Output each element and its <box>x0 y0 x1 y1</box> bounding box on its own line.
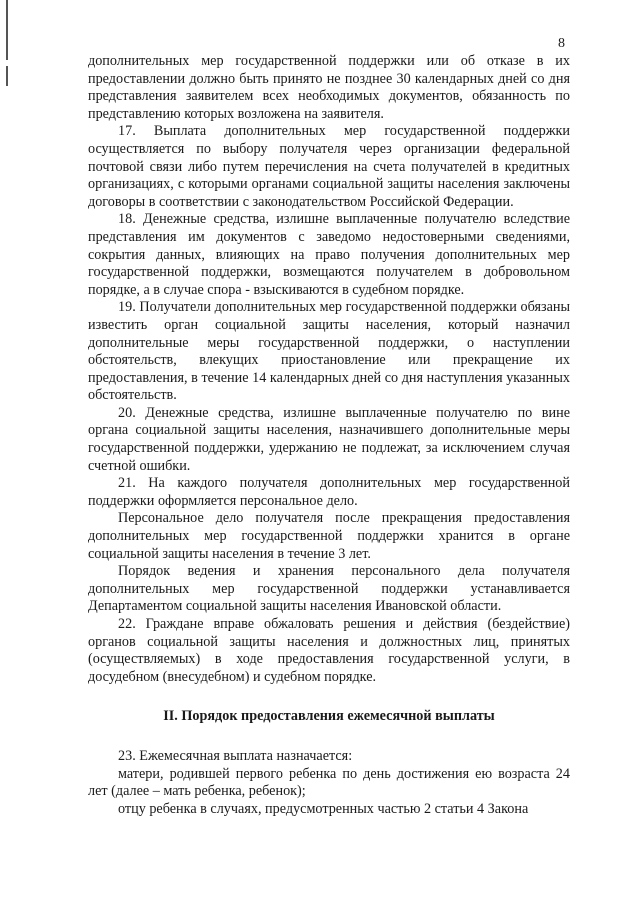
scan-edge-mark <box>6 0 8 60</box>
page-number: 8 <box>558 36 565 51</box>
scan-edge-mark <box>6 66 8 86</box>
paragraph-23-mother: матери, родившей первого ребенка по день достижения ею возраста 24 лет (далее – мать ребенка, ребенок); <box>88 765 570 800</box>
paragraph-19: 19. Получатели дополнительных мер государственной поддержки обязаны известить орган социальной защиты населения, который назначил дополнительные меры государственной поддержки, о наступлении обстоятельств, влекущих приостановление или прекращение их предоставления, в течение 14 календарных дней со дня наступления указанных обстоятельств. <box>88 299 570 404</box>
paragraph-21-personal-file: Персональное дело получателя после прекращения предоставления дополнительных мер государственной поддержки хранится в органе социальной защиты населения в течение 3 лет. <box>88 510 570 562</box>
paragraph-23-father: отцу ребенка в случаях, предусмотренных частью 2 статьи 4 Закона <box>118 800 529 817</box>
section-heading: II. Порядок предоставления ежемесячной выплаты <box>163 708 495 725</box>
paragraph-20: 20. Денежные средства, излишне выплаченные получателю по вине органа социальной защиты населения, назначившего дополнительные меры государственной поддержки, удержанию не подлежат, за исключением случая счетной ошибки. <box>88 404 570 474</box>
paragraph-22: 22. Граждане вправе обжаловать решения и действия (бездействие) органов социальной защиты населения и должностных лиц, принятых (осуществляемых) в ходе предоставления государственной услуги, в досудебном (внесудебном) и судебном порядке. <box>88 616 570 685</box>
paragraph-21: 21. На каждого получателя дополнительных мер государственной поддержки оформляется персональное дело. <box>88 475 570 509</box>
paragraph-continuation: дополнительных мер государственной поддержки или об отказе в их предоставлении должно быть принято не позднее 30 календарных дней со дня представления заявителем всех необходимых документов, обязанность по представлению которых возложена на заявителя. <box>88 53 570 122</box>
paragraph-21-procedure: Порядок ведения и хранения персонального дела получателя дополнительных мер государственной поддержки устанавливается Департаментом социальной защиты населения Ивановской области. <box>88 563 570 615</box>
paragraph-18: 18. Денежные средства, излишне выплаченные получателю вследствие представления им документов с заведомо недостоверными сведениями, сокрытия данных, влияющих на право получения дополнительных мер государственной поддержки, возмещаются получателем в добровольном порядке, а в случае спора - взыскиваются в судебном порядке. <box>88 211 570 298</box>
document-body <box>88 53 570 818</box>
paragraph-17: 17. Выплата дополнительных мер государственной поддержки осуществляется по выбору получателя через организации федеральной почтовой связи либо путем перечисления на счета получателей в кредитных организациях, с которыми органами социальной защиты населения заключены договоры в соответствии с законодательством Российской Федерации. <box>88 123 570 210</box>
paragraph-23: 23. Ежемесячная выплата назначается: <box>118 747 353 764</box>
